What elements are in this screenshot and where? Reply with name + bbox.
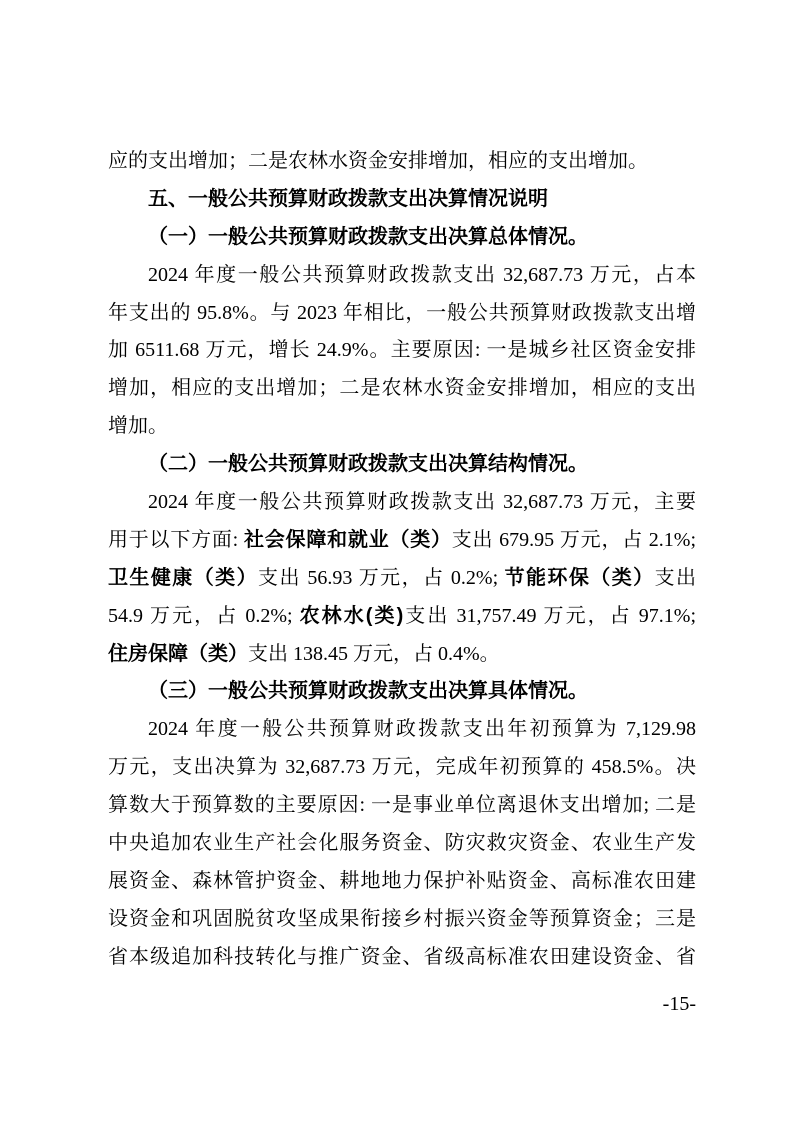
text-segment: 54.9 万元，占 0.2%; <box>108 604 300 627</box>
paragraph-line <box>108 522 696 560</box>
text-segment: 2024 年度一般公共预算财政拨款支出 32,687.73 万元，占本 <box>148 263 696 286</box>
text-segment: 支出 <box>654 566 696 589</box>
document-body <box>108 143 696 977</box>
paragraph-line <box>108 711 696 749</box>
text-segment: 支出 679.95 万元，占 2.1%; <box>451 528 696 551</box>
text-segment: 增加，相应的支出增加；二是农林水资金安排增加，相应的支出 <box>108 377 696 400</box>
section-heading <box>108 673 696 711</box>
section-heading <box>108 446 696 484</box>
text-segment: 展资金、森林管护资金、耕地地力保护补贴资金、高标准农田建 <box>108 869 696 892</box>
emphasis-text: 卫生健康（类） <box>108 566 259 589</box>
section-heading <box>108 181 696 219</box>
text-segment: 中央追加农业生产社会化服务资金、防灾救灾资金、农业生产发 <box>108 832 696 855</box>
paragraph-line <box>108 787 696 825</box>
paragraph-line <box>108 901 696 939</box>
paragraph-line <box>108 939 696 977</box>
section-heading <box>108 219 696 257</box>
text-segment: 支出 31,757.49 万元，占 97.1%; <box>403 604 696 627</box>
text-segment: 支出 56.93 万元，占 0.2%; <box>258 566 505 589</box>
text-segment: 应的支出增加；二是农林水资金安排增加，相应的支出增加。 <box>108 150 648 172</box>
paragraph-line <box>108 257 696 295</box>
emphasis-text: （三）一般公共预算财政拨款支出决算具体情况。 <box>148 680 588 703</box>
paragraph-line <box>108 143 696 181</box>
paragraph-line <box>108 408 696 446</box>
text-segment: 增加。 <box>108 415 168 438</box>
text-segment: 用于以下方面: <box>108 528 244 551</box>
emphasis-text: 社会保障和就业（类） <box>244 528 452 551</box>
paragraph-line <box>108 560 696 598</box>
paragraph-line <box>108 825 696 863</box>
text-segment: 年支出的 95.8%。与 2023 年相比，一般公共预算财政拨款支出增 <box>108 301 696 324</box>
emphasis-text: 住房保障（类） <box>108 642 248 665</box>
page-number: -15- <box>662 993 696 1015</box>
text-segment: 设资金和巩固脱贫攻坚成果衔接乡村振兴资金等预算资金；三是 <box>108 907 696 930</box>
emphasis-text: 五、一般公共预算财政拨款支出决算情况说明 <box>148 187 548 210</box>
paragraph-line <box>108 636 696 674</box>
paragraph-line <box>108 295 696 333</box>
text-segment: 省本级追加科技转化与推广资金、省级高标准农田建设资金、省 <box>108 945 696 968</box>
text-segment: 2024 年度一般公共预算财政拨款支出 32,687.73 万元，主要 <box>148 491 696 514</box>
paragraph-line <box>108 332 696 370</box>
emphasis-text: 节能环保（类） <box>504 566 655 589</box>
paragraph-line <box>108 484 696 522</box>
emphasis-text: 农林水(类) <box>299 604 404 627</box>
paragraph-line <box>108 598 696 636</box>
text-segment: 支出 138.45 万元，占 0.4%。 <box>248 642 500 665</box>
paragraph-line <box>108 863 696 901</box>
emphasis-text: （一）一般公共预算财政拨款支出决算总体情况。 <box>148 225 588 248</box>
text-segment: 加 6511.68 万元，增长 24.9%。主要原因: 一是城乡社区资金安排 <box>108 339 696 362</box>
text-segment: 2024 年度一般公共预算财政拨款支出年初预算为 7,129.98 <box>148 718 696 741</box>
text-segment: 算数大于预算数的主要原因: 一是事业单位离退休支出增加; 二是 <box>108 794 696 817</box>
paragraph-line <box>108 749 696 787</box>
emphasis-text: （二）一般公共预算财政拨款支出决算结构情况。 <box>148 453 588 476</box>
text-segment: 万元，支出决算为 32,687.73 万元，完成年初预算的 458.5%。决 <box>108 756 696 779</box>
paragraph-line <box>108 370 696 408</box>
